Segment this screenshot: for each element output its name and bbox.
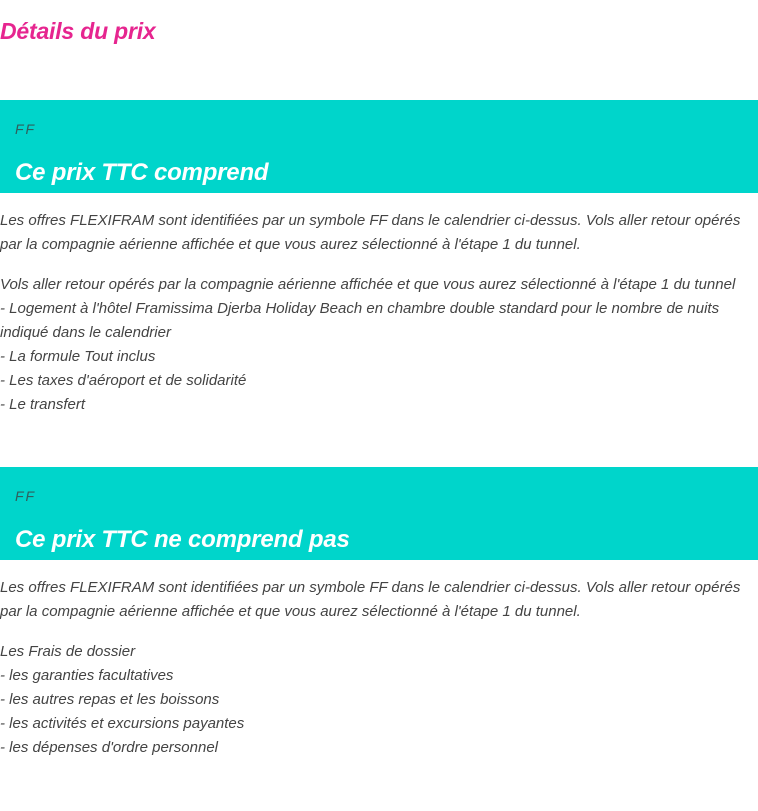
section-body-includes [0, 209, 750, 417]
list-item: - Les taxes d'aéroport et de solidarité [0, 372, 247, 389]
section-body-excludes [0, 576, 750, 760]
list-item: - les autres repas et les boissons [0, 691, 220, 708]
flexifram-code-label: FF [15, 121, 37, 137]
list-item: - les activités et excursions payantes [0, 715, 245, 732]
section-intro: Les offres FLEXIFRAM sont identifiées par un symbole FF dans le calendrier ci-dessus. Vols aller retour opérés par la compagnie aérienne affichée et que vous aurez sélectionné à l'étape 1 du tunnel. [0, 212, 741, 253]
section-title-includes: Ce prix TTC comprend [15, 159, 269, 186]
flexifram-code-label: FF [15, 488, 37, 504]
list-item: - Le transfert [0, 396, 86, 413]
page-title: Détails du prix [0, 18, 156, 44]
list-item: Les Frais de dossier [0, 643, 136, 660]
list-item: - les dépenses d'ordre personnel [0, 739, 218, 756]
section-header-excludes [0, 467, 758, 560]
section-intro: Les offres FLEXIFRAM sont identifiées par un symbole FF dans le calendrier ci-dessus. Vols aller retour opérés par la compagnie aérienne affichée et que vous aurez sélectionné à l'étape 1 du tunnel. [0, 579, 741, 620]
list-item: Vols aller retour opérés par la compagnie aérienne affichée et que vous aurez sélectionné à l'étape 1 du tunnel [0, 276, 736, 293]
list-item: - La formule Tout inclus [0, 348, 156, 365]
section-header-includes [0, 100, 758, 193]
section-title-excludes: Ce prix TTC ne comprend pas [15, 526, 350, 553]
included-list [0, 273, 750, 417]
excluded-list [0, 640, 750, 760]
list-item: - les garanties facultatives [0, 667, 174, 684]
list-item: - Logement à l'hôtel Framissima Djerba Holiday Beach en chambre double standard pour le nombre de nuits indiqué dans le calendrier [0, 300, 720, 341]
